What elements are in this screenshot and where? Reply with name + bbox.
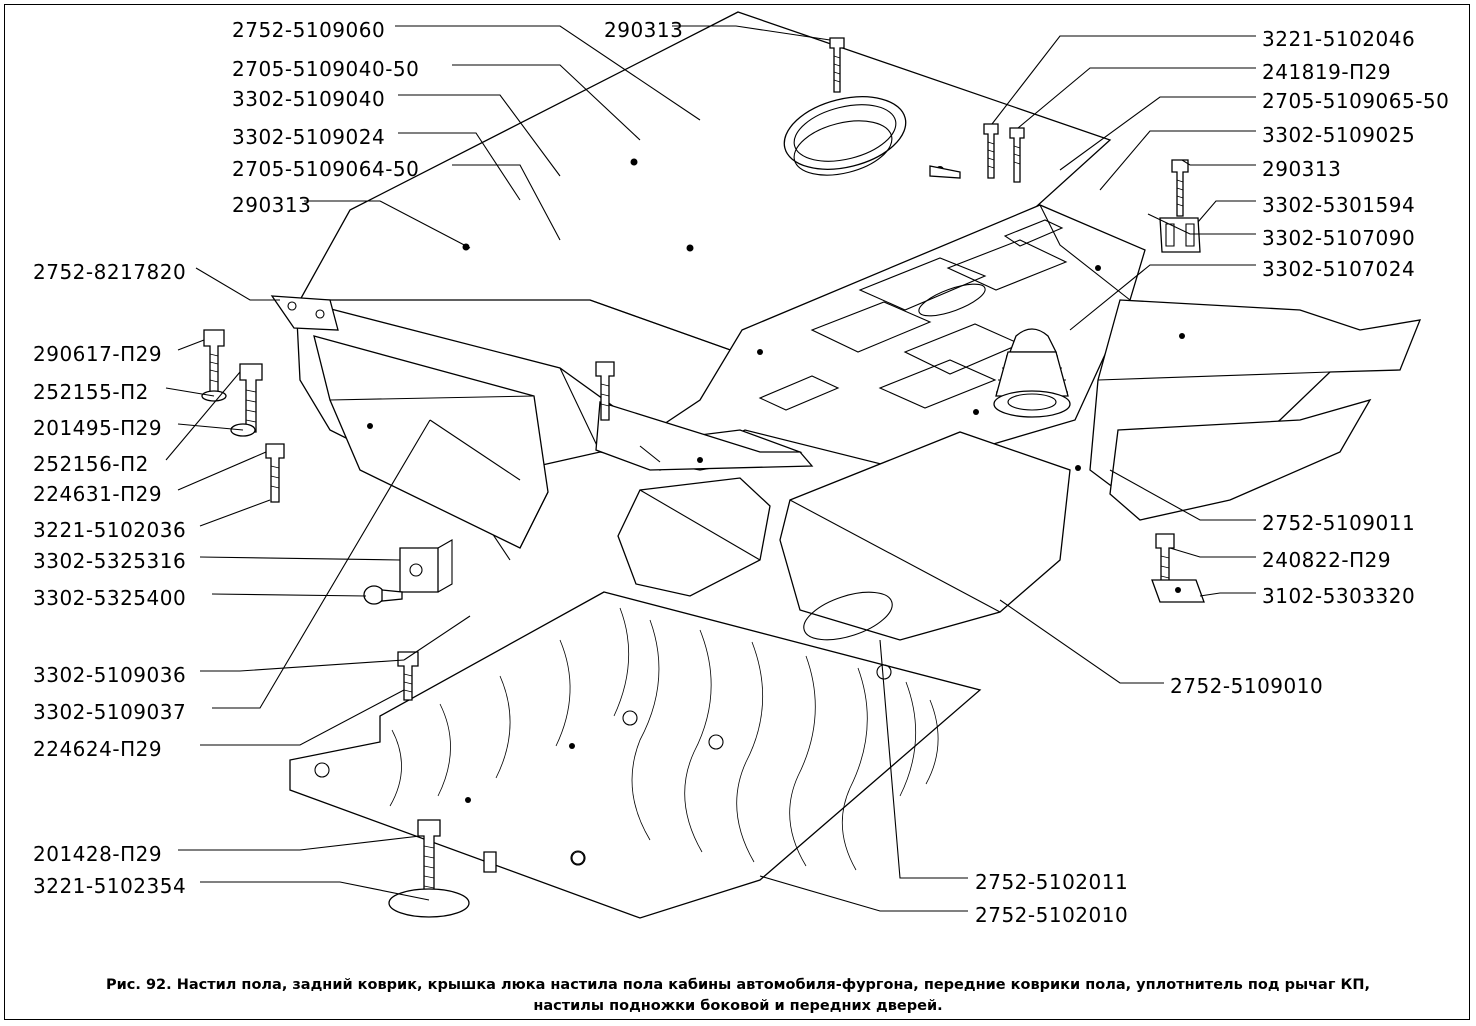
part-label: 3221-5102036 <box>33 518 187 542</box>
part-label: 3302-5107024 <box>1262 257 1416 281</box>
part-label: 224631-П29 <box>33 482 163 506</box>
caption-line-1: Рис. 92. Настил пола, задний коврик, крышка люка настила пола кабины автомобиля-фургона, передние коврики пола, уплотнитель под рычаг КП, <box>106 977 1370 993</box>
part-label: 224624-П29 <box>33 737 163 761</box>
part-label: 252155-П2 <box>33 380 149 404</box>
front-floor-mat-right <box>1075 300 1420 520</box>
part-label: 3302-5325400 <box>33 586 187 610</box>
part-label: 2705-5109065-50 <box>1262 89 1450 113</box>
rear-mat-plywood <box>290 592 980 918</box>
part-label: 290313 <box>232 193 312 217</box>
caption-line-2: настилы подножки боковой и передних дверей. <box>533 998 943 1015</box>
part-label: 201428-П29 <box>33 842 163 866</box>
part-label: 290617-П29 <box>33 342 163 366</box>
part-label: 2752-5109060 <box>232 18 386 42</box>
part-label: 290313 <box>604 18 684 42</box>
part-label: 3221-5102354 <box>33 874 187 898</box>
part-label: 2705-5109064-50 <box>232 157 420 181</box>
part-label: 3302-5325316 <box>33 549 187 573</box>
part-label: 3302-5107090 <box>1262 226 1416 250</box>
part-label: 241819-П29 <box>1262 60 1392 84</box>
figure-caption <box>30 975 1446 1017</box>
part-label: 3302-5109025 <box>1262 123 1416 147</box>
part-label: 2752-5109010 <box>1170 674 1324 698</box>
part-label: 201495-П29 <box>33 416 163 440</box>
part-label: 3302-5301594 <box>1262 193 1416 217</box>
part-label: 3302-5109036 <box>33 663 187 687</box>
part-label: 3302-5109037 <box>33 700 187 724</box>
part-label: 2752-5109011 <box>1262 511 1416 535</box>
part-label: 2705-5109040-50 <box>232 57 420 81</box>
part-label: 290313 <box>1262 157 1342 181</box>
part-label: 2752-8217820 <box>33 260 187 284</box>
part-label: 3302-5109024 <box>232 125 386 149</box>
part-label: 240822-П29 <box>1262 548 1392 572</box>
part-label: 2752-5102011 <box>975 870 1129 894</box>
part-label: 2752-5102010 <box>975 903 1129 927</box>
part-label: 3221-5102046 <box>1262 27 1416 51</box>
part-label: 3102-5303320 <box>1262 584 1416 608</box>
part-label: 3302-5109040 <box>232 87 386 111</box>
part-label: 252156-П2 <box>33 452 149 476</box>
